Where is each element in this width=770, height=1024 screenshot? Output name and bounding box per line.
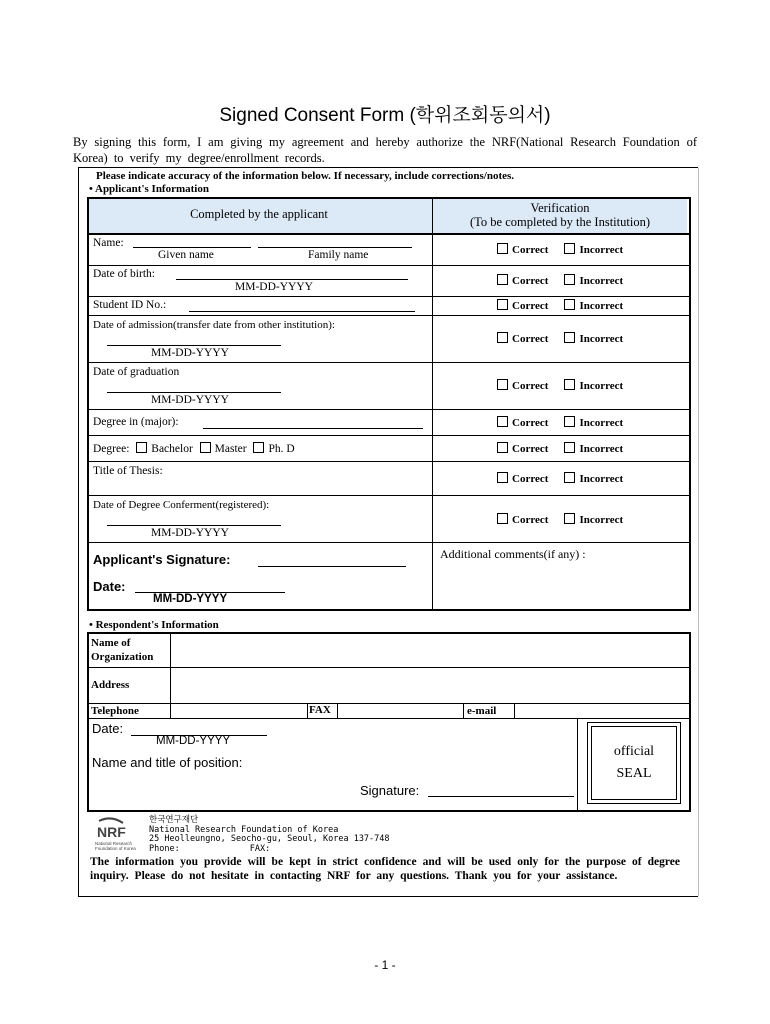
student-id-label: Student ID No.: bbox=[93, 299, 167, 311]
conferment-format: MM-DD-YYYY bbox=[151, 527, 229, 539]
master-checkbox[interactable] bbox=[200, 442, 211, 453]
major-field[interactable] bbox=[203, 428, 423, 429]
verify-row-thesis bbox=[497, 472, 623, 485]
seal-text-line2: SEAL bbox=[616, 766, 652, 781]
applicant-date-label: Date: bbox=[93, 579, 126, 594]
respondent-date-format: MM-DD-YYYY bbox=[156, 735, 231, 747]
org-korean-name: 한국연구재단 bbox=[149, 815, 199, 825]
respondent-signature-field[interactable] bbox=[428, 796, 574, 797]
incorrect-checkbox[interactable] bbox=[564, 472, 575, 483]
correct-checkbox[interactable] bbox=[497, 416, 508, 427]
incorrect-label: Incorrect bbox=[579, 514, 624, 526]
incorrect-checkbox[interactable] bbox=[564, 513, 575, 524]
conferment-date-field[interactable] bbox=[107, 525, 281, 526]
verify-row-student-id bbox=[497, 299, 623, 312]
respondent-section-heading: • Respondent's Information bbox=[89, 619, 219, 631]
verify-row-name bbox=[497, 243, 623, 256]
master-option: Master bbox=[214, 443, 247, 455]
correct-checkbox[interactable] bbox=[497, 472, 508, 483]
incorrect-checkbox[interactable] bbox=[564, 416, 575, 427]
incorrect-checkbox[interactable] bbox=[564, 299, 575, 310]
instruction-text: Please indicate accuracy of the information below. If necessary, include corrections/notes. bbox=[96, 170, 515, 182]
applicant-signature-label: Applicant's Signature: bbox=[93, 552, 231, 567]
respondent-signature-label: Signature: bbox=[360, 783, 420, 798]
address-label: Address bbox=[91, 679, 130, 691]
org-contact-row bbox=[149, 845, 390, 855]
incorrect-label: Incorrect bbox=[579, 300, 624, 312]
incorrect-label: Incorrect bbox=[579, 244, 624, 256]
incorrect-label: Incorrect bbox=[579, 333, 624, 345]
telephone-label: Telephone bbox=[91, 705, 139, 717]
correct-label: Correct bbox=[512, 275, 549, 287]
nrf-logo bbox=[93, 817, 143, 853]
org-phone-label: Phone: bbox=[149, 843, 180, 854]
verify-row-admission bbox=[497, 332, 623, 345]
admission-label: Date of admission(transfer date from other institution): bbox=[93, 319, 335, 331]
family-name-field[interactable] bbox=[258, 247, 412, 248]
incorrect-label: Incorrect bbox=[579, 275, 624, 287]
correct-label: Correct bbox=[512, 333, 549, 345]
incorrect-label: Incorrect bbox=[579, 443, 624, 455]
correct-label: Correct bbox=[512, 473, 549, 485]
correct-label: Correct bbox=[512, 417, 549, 429]
given-name-field[interactable] bbox=[133, 247, 251, 248]
page-title: Signed Consent Form (학위조회동의서) bbox=[219, 105, 551, 126]
respondent-date-label: Date: bbox=[92, 721, 124, 736]
intro-text: By signing this form, I am giving my agreement and hereby authorize the NRF(National Research Foundation of Korea) to verify my degree/enrollment records. bbox=[73, 135, 697, 165]
org-fax-label: FAX: bbox=[249, 843, 271, 854]
org-english-name: National Research Foundation of Korea bbox=[149, 824, 339, 835]
incorrect-checkbox[interactable] bbox=[564, 243, 575, 254]
incorrect-checkbox[interactable] bbox=[564, 442, 575, 453]
page-number: - 1 - bbox=[374, 958, 396, 972]
col-verification-header: Verification bbox=[530, 201, 590, 215]
dob-format: MM-DD-YYYY bbox=[235, 281, 313, 293]
dob-label: Date of birth: bbox=[93, 268, 155, 280]
position-label: Name and title of position: bbox=[92, 755, 243, 770]
admission-format: MM-DD-YYYY bbox=[151, 347, 229, 359]
verify-row-degree bbox=[497, 442, 623, 455]
dob-field[interactable] bbox=[176, 279, 408, 280]
major-label: Degree in (major): bbox=[93, 416, 179, 428]
correct-checkbox[interactable] bbox=[497, 243, 508, 254]
seal-text-line1: official bbox=[613, 744, 655, 759]
incorrect-checkbox[interactable] bbox=[564, 379, 575, 390]
name-label: Name: bbox=[93, 237, 124, 249]
incorrect-label: Incorrect bbox=[579, 417, 624, 429]
org-label-line2: Organization bbox=[91, 651, 154, 663]
incorrect-checkbox[interactable] bbox=[564, 274, 575, 285]
correct-checkbox[interactable] bbox=[497, 332, 508, 343]
org-address: 25 Heolleungno, Seocho-gu, Seoul, Korea 137-748 bbox=[149, 834, 390, 844]
verify-row-conferment bbox=[497, 513, 623, 526]
graduation-label: Date of graduation bbox=[93, 366, 180, 378]
conferment-label: Date of Degree Conferment(registered): bbox=[93, 499, 270, 511]
email-label: e-mail bbox=[467, 705, 497, 717]
correct-label: Correct bbox=[512, 244, 549, 256]
student-id-field[interactable] bbox=[189, 311, 415, 312]
correct-label: Correct bbox=[512, 443, 549, 455]
org-address-block bbox=[149, 816, 390, 854]
verify-row-dob bbox=[497, 274, 623, 287]
bachelor-option: Bachelor bbox=[151, 443, 193, 455]
verify-row-major bbox=[497, 416, 623, 429]
graduation-format: MM-DD-YYYY bbox=[151, 394, 229, 406]
given-name-hint: Given name bbox=[158, 249, 214, 261]
thesis-label: Title of Thesis: bbox=[93, 465, 163, 477]
col-verification-subheader: (To be completed by the Institution) bbox=[470, 215, 650, 229]
applicant-section-heading: • Applicant's Information bbox=[89, 183, 209, 195]
correct-label: Correct bbox=[512, 300, 549, 312]
correct-checkbox[interactable] bbox=[497, 513, 508, 524]
svg-text:NRF: NRF bbox=[97, 824, 126, 840]
correct-label: Correct bbox=[512, 380, 549, 392]
degree-label: Degree: bbox=[93, 443, 130, 455]
correct-checkbox[interactable] bbox=[497, 442, 508, 453]
confidentiality-notice: The information you provide will be kept in strict confidence and will be used only for the purpose of degree inquiry. Please do not hesitate in contacting NRF for any questions. Thank you for your assistance. bbox=[90, 856, 680, 882]
degree-row bbox=[93, 442, 295, 455]
phd-checkbox[interactable] bbox=[253, 442, 264, 453]
fax-label: FAX bbox=[309, 704, 331, 716]
bachelor-checkbox[interactable] bbox=[136, 442, 147, 453]
incorrect-checkbox[interactable] bbox=[564, 332, 575, 343]
verify-row-graduation bbox=[497, 379, 623, 392]
applicant-signature-field[interactable] bbox=[258, 566, 406, 567]
svg-text:Foundation of Korea: Foundation of Korea bbox=[95, 846, 136, 851]
incorrect-label: Incorrect bbox=[579, 473, 624, 485]
col-applicant-header: Completed by the applicant bbox=[190, 207, 328, 221]
correct-label: Correct bbox=[512, 514, 549, 526]
correct-checkbox[interactable] bbox=[497, 379, 508, 390]
family-name-hint: Family name bbox=[308, 249, 369, 261]
official-seal-box[interactable] bbox=[587, 722, 681, 804]
svg-text:National Research: National Research bbox=[95, 841, 133, 846]
incorrect-label: Incorrect bbox=[579, 380, 624, 392]
admission-date-field[interactable] bbox=[107, 345, 281, 346]
phd-option: Ph. D bbox=[268, 443, 295, 455]
correct-checkbox[interactable] bbox=[497, 274, 508, 285]
correct-checkbox[interactable] bbox=[497, 299, 508, 310]
applicant-date-format: MM-DD-YYYY bbox=[153, 593, 228, 605]
comments-label: Additional comments(if any) : bbox=[440, 547, 586, 561]
graduation-date-field[interactable] bbox=[107, 392, 281, 393]
org-label-line1: Name of bbox=[91, 637, 131, 649]
